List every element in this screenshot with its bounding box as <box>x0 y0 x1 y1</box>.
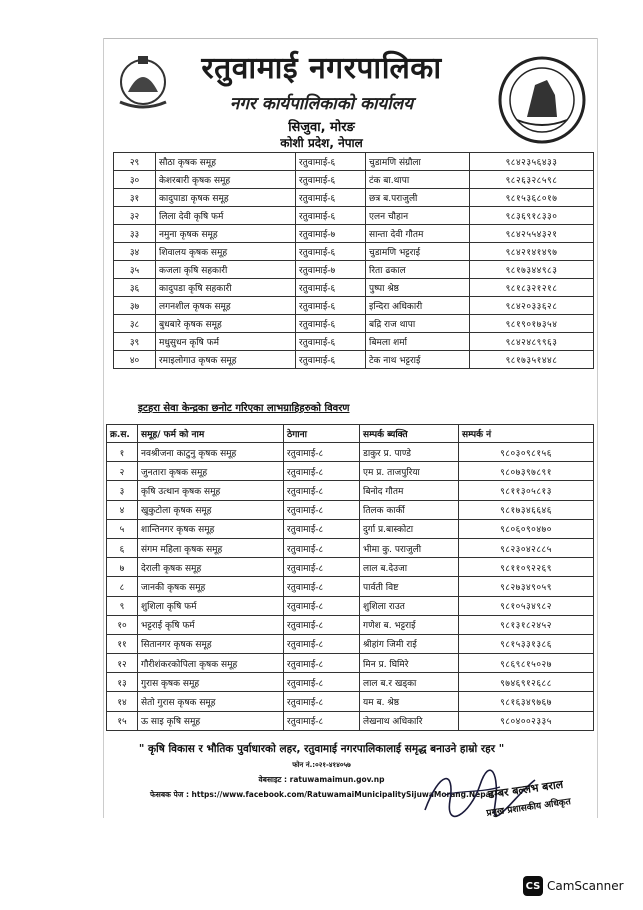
cell-sn: ३७ <box>114 297 156 315</box>
cell-name: केशरबारी कृषक समूह <box>156 171 296 189</box>
cell-phone: ९८१७३५१४४८ <box>470 351 594 369</box>
cell-phone: ९७४६९१२६८८ <box>459 673 594 692</box>
cell-phone: ९८२६३२८५९८ <box>470 171 594 189</box>
table-row <box>114 207 594 225</box>
cell-contact: रिता ढकाल <box>366 261 470 279</box>
cell-sn: २९ <box>114 153 156 171</box>
cell-address: रतुवामाई-८ <box>284 654 360 673</box>
cell-contact: डाकुर प्र. पाण्डे <box>360 443 459 462</box>
cell-address: रतुवामाई-६ <box>296 189 366 207</box>
cell-address: रतुवामाई-६ <box>296 351 366 369</box>
cell-phone: ९८११०९२२६९ <box>459 558 594 577</box>
cell-contact: लाल ब.देउजा <box>360 558 459 577</box>
cell-sn: ३९ <box>114 333 156 351</box>
table-row <box>107 711 594 730</box>
cell-phone: ९८६९८१५०२७ <box>459 654 594 673</box>
header-sn: क्र.स. <box>107 425 138 443</box>
cell-name: खुकुटोला कृषक समूह <box>138 500 284 519</box>
header-phone: सम्पर्क नं <box>459 425 594 443</box>
signer-role: प्रमुख प्रशासकीय अधिकृत <box>485 797 572 819</box>
cell-contact: इन्दिरा अधिकारी <box>366 297 470 315</box>
cell-address: रतुवामाई-६ <box>296 243 366 261</box>
cell-sn: ४० <box>114 351 156 369</box>
table-row <box>107 673 594 692</box>
footer-facebook: फेसबक पेज : https://www.facebook.com/RatuwamaiMunicipalitySijuwaMorang.Nepal <box>150 790 494 799</box>
page-border-left <box>103 38 104 818</box>
cell-contact: एलन चौहान <box>366 207 470 225</box>
table-row <box>107 615 594 634</box>
table-row <box>107 538 594 557</box>
cell-address: रतुवामाई-८ <box>284 692 360 711</box>
table-row <box>107 462 594 481</box>
table-row <box>114 279 594 297</box>
table-row <box>107 500 594 519</box>
cell-name: ऊ साइ कृषि समूह <box>138 711 284 730</box>
cell-address: रतुवामाई-७ <box>296 225 366 243</box>
cell-address: रतुवामाई-८ <box>284 519 360 538</box>
cell-contact: छत्र ब.पराजुली <box>366 189 470 207</box>
cell-phone: ९८४२१४१४९७ <box>470 243 594 261</box>
cell-name: बुधबारे कृषक समूह <box>156 315 296 333</box>
table-row <box>114 261 594 279</box>
cell-contact: लेखनाथ अधिकारि <box>360 711 459 730</box>
table-row <box>114 189 594 207</box>
cell-sn: ९ <box>107 596 138 615</box>
cell-name: शान्तिनगर कृषक समूह <box>138 519 284 538</box>
cell-sn: ७ <box>107 558 138 577</box>
cell-address: रतुवामाई-८ <box>284 538 360 557</box>
table-row <box>114 297 594 315</box>
table-row <box>114 333 594 351</box>
cell-phone: ९८२७३४९०५९ <box>459 577 594 596</box>
cell-contact: टेक नाथ भट्टराई <box>366 351 470 369</box>
cell-contact: सान्ता देवी गौतम <box>366 225 470 243</box>
office-address: सिजुवा, मोरङ <box>288 120 355 135</box>
cell-address: रतुवामाई-६ <box>296 315 366 333</box>
office-subtitle: नगर कार्यपालिकाको कार्यालय <box>229 94 414 114</box>
cell-phone: ९८४२३५६४३३ <box>470 153 594 171</box>
cell-name: जुनतारा कृषक समूह <box>138 462 284 481</box>
cell-sn: ११ <box>107 634 138 653</box>
page-border-top <box>103 38 598 39</box>
cell-address: रतुवामाई-७ <box>296 261 366 279</box>
table-row <box>107 481 594 500</box>
cell-contact: पार्वती विष्ट <box>360 577 459 596</box>
cell-sn: २ <box>107 462 138 481</box>
table-row <box>114 171 594 189</box>
cell-address: रतुवामाई-६ <box>296 153 366 171</box>
cell-phone: ९८१०५३४९८२ <box>459 596 594 615</box>
cell-name: मधुसुधन कृषि फर्म <box>156 333 296 351</box>
table-row <box>107 558 594 577</box>
cell-name: कजला कृषि सहकारी <box>156 261 296 279</box>
header-address: ठेगाना <box>284 425 360 443</box>
cell-contact: श्रीहांग जिमी राई <box>360 634 459 653</box>
cell-contact: लाल ब.र खड्का <box>360 673 459 692</box>
table-row <box>114 351 594 369</box>
cell-name: गुरास कृषक समूह <box>138 673 284 692</box>
page-border-right <box>597 38 598 818</box>
cell-address: रतुवामाई-८ <box>284 577 360 596</box>
cell-name: शिवालय कृषक समूह <box>156 243 296 261</box>
footer-website: वेबसाइट : ratuwamaimun.gov.np <box>258 775 385 784</box>
cell-phone: ९८४२५५४३२१ <box>470 225 594 243</box>
cell-name: जानकी कृषक समूह <box>138 577 284 596</box>
beneficiary-table-2 <box>106 424 594 731</box>
cell-sn: १५ <box>107 711 138 730</box>
cell-sn: १ <box>107 443 138 462</box>
cell-sn: १० <box>107 615 138 634</box>
cell-contact: मिन प्र. घिमिरे <box>360 654 459 673</box>
cell-sn: ६ <box>107 538 138 557</box>
cell-address: रतुवामाई-८ <box>284 596 360 615</box>
cell-contact: बद्रि राज थापा <box>366 315 470 333</box>
table-row <box>107 692 594 711</box>
table-row <box>114 315 594 333</box>
cell-address: रतुवामाई-८ <box>284 500 360 519</box>
table-row <box>107 596 594 615</box>
cell-name: भट्टराई कृषि फर्म <box>138 615 284 634</box>
cell-address: रतुवामाई-६ <box>296 279 366 297</box>
cell-phone: ९८१८३२१२१८ <box>470 279 594 297</box>
table-row <box>107 634 594 653</box>
cell-sn: १३ <box>107 673 138 692</box>
cell-name: शुशिला कृषि फर्म <box>138 596 284 615</box>
section-title: इटहरा सेवा केन्द्रका छनोट गरिएका लाभग्राहिहरुको विवरण <box>138 403 350 414</box>
footer-slogan: " कृषि विकास र भौतिक पुर्वाधारको लहर, रतुवामाई नगरपालिकालाई समृद्ध बनाउने हाम्रो रहर " <box>138 743 505 755</box>
cell-contact: शुशिला राउत <box>360 596 459 615</box>
cell-name: रमाइलोगाउ कृषक समूह <box>156 351 296 369</box>
table-row <box>107 577 594 596</box>
cell-address: रतुवामाई-८ <box>284 443 360 462</box>
cell-address: रतुवामाई-८ <box>284 462 360 481</box>
cell-name: सेतो गुरास कृषक समूह <box>138 692 284 711</box>
cell-address: रतुवामाई-८ <box>284 481 360 500</box>
cell-phone: ९८४२०३३६२८ <box>470 297 594 315</box>
cell-sn: १४ <box>107 692 138 711</box>
cell-name: लगनशील कृषक समूह <box>156 297 296 315</box>
cell-sn: ४ <box>107 500 138 519</box>
cell-contact: दुर्गा प्र.बास्कोटा <box>360 519 459 538</box>
cell-phone: ९८३६९१८३३० <box>470 207 594 225</box>
cell-sn: ५ <box>107 519 138 538</box>
signer-name: डम्बर बल्लभ बराल <box>487 777 564 802</box>
footer-phone: फोन नं.:०२१-४१४०५७ <box>292 761 351 769</box>
cell-name: नवश्रीजना काटुनु कृषक समूह <box>138 443 284 462</box>
cell-phone: ९८१९०१७३५४ <box>470 315 594 333</box>
cell-contact: टंक बा.थापा <box>366 171 470 189</box>
cell-sn: १२ <box>107 654 138 673</box>
cell-name: लिला देवी कृषि फर्म <box>156 207 296 225</box>
cell-name: कादुपडा कृषि सहकारी <box>156 279 296 297</box>
table-row <box>114 225 594 243</box>
cell-phone: ९८१७३४६६४६ <box>459 500 594 519</box>
cell-address: रतुवामाई-८ <box>284 558 360 577</box>
cell-sn: ३६ <box>114 279 156 297</box>
cell-address: रतुवामाई-८ <box>284 615 360 634</box>
cell-contact: गणेश ब. भट्टराई <box>360 615 459 634</box>
header-name: समूह/ फर्म को नाम <box>138 425 284 443</box>
cell-address: रतुवामाई-८ <box>284 673 360 692</box>
cell-sn: ८ <box>107 577 138 596</box>
cell-contact: चुडामणि संग्रौला <box>366 153 470 171</box>
cell-sn: ३१ <box>114 189 156 207</box>
cell-address: रतुवामाई-६ <box>296 171 366 189</box>
header-contact: सम्पर्क ब्यक्ति <box>360 425 459 443</box>
cell-phone: ९८०४००२३३५ <box>459 711 594 730</box>
table-row <box>107 443 594 462</box>
beneficiary-table-1 <box>113 152 594 369</box>
cell-phone: ९८०७३९७८९१ <box>459 462 594 481</box>
cell-address: रतुवामाई-८ <box>284 711 360 730</box>
cell-name: देराली कृषक समूह <box>138 558 284 577</box>
cell-sn: ३२ <box>114 207 156 225</box>
cell-phone: ९८१३१८२४५२ <box>459 615 594 634</box>
cell-phone: ९८१७३४४९८३ <box>470 261 594 279</box>
cell-phone: ९८२३०४२८८५ <box>459 538 594 557</box>
camscanner-watermark <box>523 876 624 896</box>
cell-sn: ३३ <box>114 225 156 243</box>
cell-address: रतुवामाई-६ <box>296 297 366 315</box>
municipality-title: रतुवामाई नगरपालिका <box>201 51 442 86</box>
cell-phone: ९८०३०९८१५६ <box>459 443 594 462</box>
cell-name: गौरीशंकरकोपिला कृषक समूह <box>138 654 284 673</box>
cell-name: संगम महिला कृषक समूह <box>138 538 284 557</box>
cell-sn: ३५ <box>114 261 156 279</box>
cell-contact: एम प्र. ताजपुरिया <box>360 462 459 481</box>
cell-contact: चुडामणि भट्टराई <box>366 243 470 261</box>
cell-contact: पुष्पा श्रेष्ठ <box>366 279 470 297</box>
cell-phone: ९८१६३४९७६७ <box>459 692 594 711</box>
cell-name: नमुना कृषक समूह <box>156 225 296 243</box>
cell-name: कृषि उत्थान कृषक समूह <box>138 481 284 500</box>
cell-contact: यम ब. श्रेष्ठ <box>360 692 459 711</box>
table-row <box>107 519 594 538</box>
camscanner-label: CamScanner <box>547 879 624 893</box>
table-row <box>114 243 594 261</box>
cell-contact: तिलक कार्की <box>360 500 459 519</box>
cell-name: सौठा कृषक समूह <box>156 153 296 171</box>
cell-address: रतुवामाई-६ <box>296 333 366 351</box>
camscanner-icon: CS <box>523 876 543 896</box>
cell-name: कादुपाडा कृषक समूह <box>156 189 296 207</box>
cell-address: रतुवामाई-६ <box>296 207 366 225</box>
office-province: कोशी प्रदेश, नेपाल <box>280 136 363 150</box>
cell-sn: ३४ <box>114 243 156 261</box>
cell-phone: ९८१५३६८०१७ <box>470 189 594 207</box>
cell-name: सितानगर कृषक समूह <box>138 634 284 653</box>
cell-address: रतुवामाई-८ <box>284 634 360 653</box>
cell-phone: ९८११३०५८१३ <box>459 481 594 500</box>
cell-phone: ९८४२४८९९६३ <box>470 333 594 351</box>
table-header-row <box>107 425 594 443</box>
cell-sn: ३० <box>114 171 156 189</box>
cell-contact: बिमला शर्मा <box>366 333 470 351</box>
table-row <box>114 153 594 171</box>
cell-sn: ३ <box>107 481 138 500</box>
cell-sn: ३८ <box>114 315 156 333</box>
cell-phone: ९८१५३३१३८६ <box>459 634 594 653</box>
cell-contact: बिनोद गौतम <box>360 481 459 500</box>
cell-phone: ९८०६०९०४७० <box>459 519 594 538</box>
table-row <box>107 654 594 673</box>
cell-contact: भीमा कु. पराजुली <box>360 538 459 557</box>
